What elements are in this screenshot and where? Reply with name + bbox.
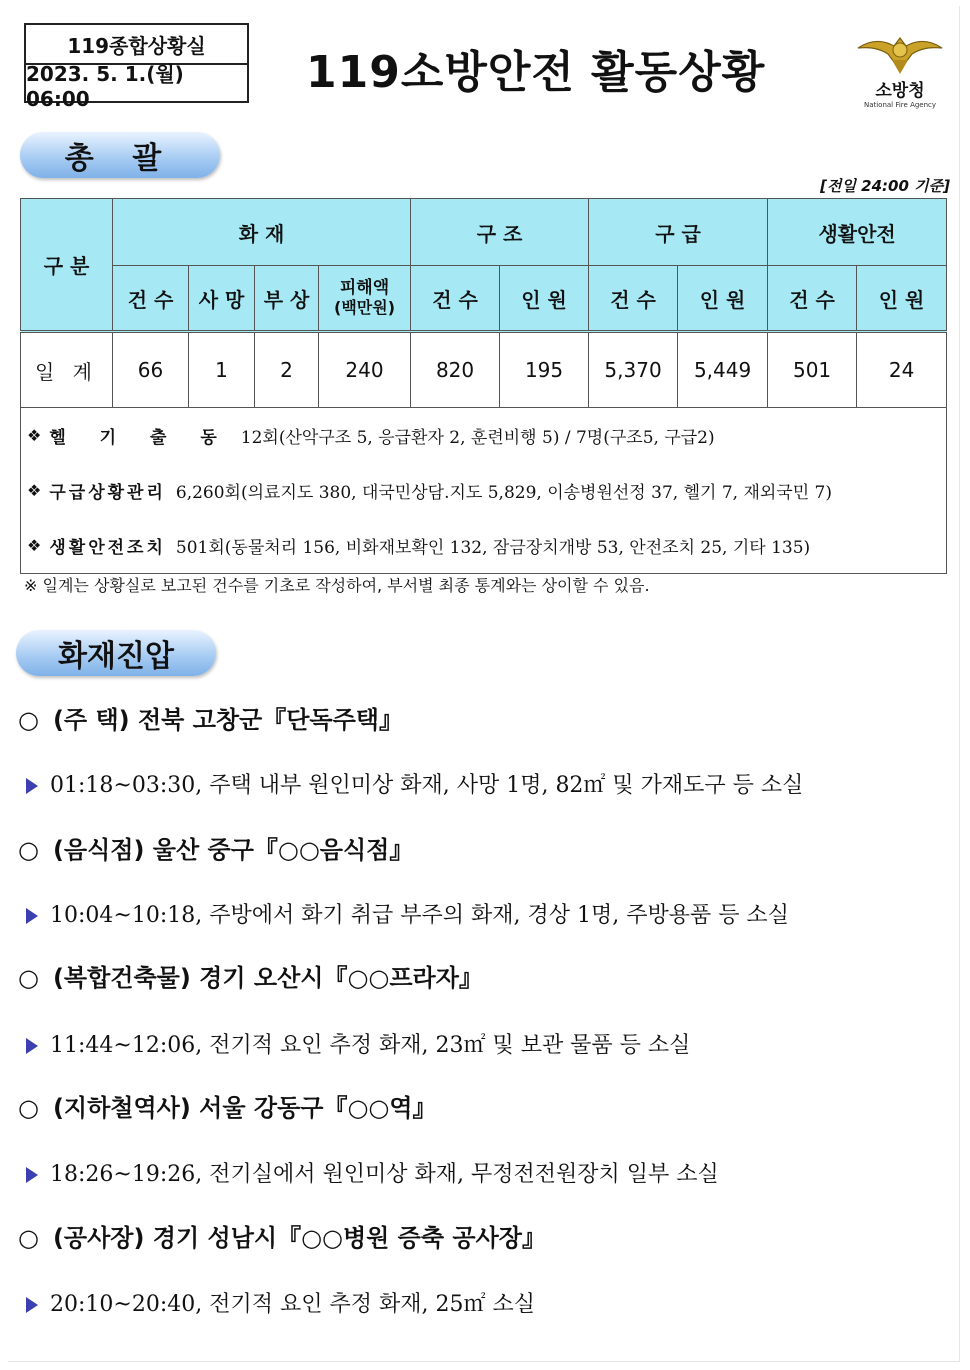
summary-section-title: 총 괄: [20, 132, 220, 178]
header-info-box: [24, 23, 249, 111]
safety-count: 501: [768, 332, 857, 408]
table-row: [21, 332, 947, 408]
incident-title: (음식점) 울산 중구『○○음식점』: [52, 836, 414, 864]
row-label-daily-total: 일 계: [21, 332, 113, 408]
safety-count-header: 건 수: [768, 266, 857, 332]
page-title: 119소방안전 활동상황: [306, 47, 766, 98]
incident-detail: [26, 1028, 690, 1059]
ems-people-header: 인 원: [678, 266, 768, 332]
note-text-safety-actions: 501회(동물처리 156, 비화재보확인 132, 잠금장치개방 53, 안전조치 25, 기타 135): [175, 538, 811, 558]
report-datetime: 2023. 5. 1.(월) 06:00: [26, 63, 247, 103]
incident-heading: [18, 830, 413, 865]
fire-count-header: 건 수: [113, 266, 189, 332]
basis-time: [전일 24:00 기준]: [820, 177, 950, 195]
group-rescue: 구 조: [411, 199, 589, 266]
list-item: [21, 463, 946, 518]
incident-detail-text: 18:26~19:26, 전기실에서 원인미상 화재, 무정전전원장치 일부 소실: [50, 1162, 719, 1187]
summary-table: [20, 198, 947, 574]
incident-detail: [26, 768, 803, 799]
ems-count-header: 건 수: [589, 266, 678, 332]
fire-injury-header: 부 상: [255, 266, 319, 332]
circle-bullet-icon: ○: [18, 1224, 39, 1252]
list-item: [21, 408, 946, 463]
incident-detail-text: 20:10~20:40, 전기적 요인 추정 화재, 25㎡ 소실: [50, 1292, 535, 1317]
incident-detail-text: 10:04~10:18, 주방에서 화기 취급 부주의 화재, 경상 1명, 주방용품 등 소실: [50, 903, 789, 928]
diamond-bullet-icon: ❖: [27, 481, 42, 500]
logo-subtitle: National Fire Agency: [863, 101, 937, 109]
fire-count: 66: [113, 332, 189, 408]
rescue-count-header: 건 수: [411, 266, 500, 332]
incident-title: (공사장) 경기 성남시『○○병원 증축 공사장』: [52, 1224, 546, 1252]
incident-detail: [26, 1157, 719, 1188]
safety-people-header: 인 원: [857, 266, 947, 332]
group-ems: 구 급: [589, 199, 768, 266]
group-fire: 화 재: [113, 199, 411, 266]
safety-people: 24: [857, 332, 947, 408]
rescue-people-header: 인 원: [500, 266, 589, 332]
summary-footnote: ※ 일계는 상황실로 보고된 건수를 기초로 작성하여, 부서별 최종 통계와는 상이할 수 있음.: [24, 576, 650, 595]
incident-title: (주 택) 전북 고창군『단독주택』: [52, 706, 403, 734]
incident-heading: [18, 700, 403, 735]
ems-count: 5,370: [589, 332, 678, 408]
triangle-bullet-icon: [26, 1167, 38, 1183]
note-text-ems-management: 6,260회(의료지도 380, 대국민상담.지도 5,829, 이송병원선정 37, 헬기 7, 재외국민 7): [175, 483, 832, 503]
fire-damage-header: [319, 266, 411, 332]
agency-logo: [852, 30, 948, 109]
rescue-count: 820: [411, 332, 500, 408]
summary-notes: [21, 408, 947, 574]
fire-section-title: 화재진압: [16, 630, 216, 676]
triangle-bullet-icon: [26, 1297, 38, 1313]
note-text-helicopter: 12회(산악구조 5, 응급환자 2, 훈련비행 5) / 7명(구조5, 구급2): [240, 428, 715, 448]
incident-detail-text: 01:18~03:30, 주택 내부 원인미상 화재, 사망 1명, 82㎡ 및 가재도구 등 소실: [50, 773, 804, 798]
incident-detail-text: 11:44~12:06, 전기적 요인 추정 화재, 23㎡ 및 보관 물품 등 소실: [50, 1033, 691, 1058]
incident-heading: [18, 958, 483, 993]
eagle-emblem-icon: [854, 30, 946, 76]
rescue-people: 195: [500, 332, 589, 408]
fire-injury: 2: [255, 332, 319, 408]
damage-header-line1: 피해액: [339, 278, 390, 298]
triangle-bullet-icon: [26, 778, 38, 794]
diamond-bullet-icon: ❖: [27, 426, 42, 445]
damage-header-line2: (백만원): [334, 298, 396, 317]
fire-damage: 240: [319, 332, 411, 408]
circle-bullet-icon: ○: [18, 706, 39, 734]
note-label-safety-actions: 생활안전조치: [49, 538, 166, 558]
office-name: 119종합상황실: [67, 33, 206, 58]
ems-people: 5,449: [678, 332, 768, 408]
fire-death: 1: [189, 332, 255, 408]
incident-heading: [18, 1218, 546, 1253]
group-safety: 생활안전: [768, 199, 947, 266]
triangle-bullet-icon: [26, 1038, 38, 1054]
circle-bullet-icon: ○: [18, 964, 39, 992]
list-item: [21, 518, 946, 573]
diamond-bullet-icon: ❖: [27, 536, 42, 555]
incident-heading: [18, 1088, 437, 1123]
note-label-ems-management: 구급상황관리: [49, 483, 166, 503]
incident-title: (복합건축물) 경기 오산시『○○프라자』: [52, 964, 483, 992]
row-header-category: 구 분: [21, 199, 113, 332]
incident-detail: [26, 898, 789, 929]
triangle-bullet-icon: [26, 908, 38, 924]
incident-title: (지하철역사) 서울 강동구『○○역』: [52, 1094, 437, 1122]
circle-bullet-icon: ○: [18, 1094, 39, 1122]
circle-bullet-icon: ○: [18, 836, 39, 864]
fire-death-header: 사 망: [189, 266, 255, 332]
note-label-helicopter: 헬 기 출 동: [49, 428, 231, 448]
incident-detail: [26, 1287, 535, 1318]
logo-label: 소방청: [875, 81, 925, 101]
